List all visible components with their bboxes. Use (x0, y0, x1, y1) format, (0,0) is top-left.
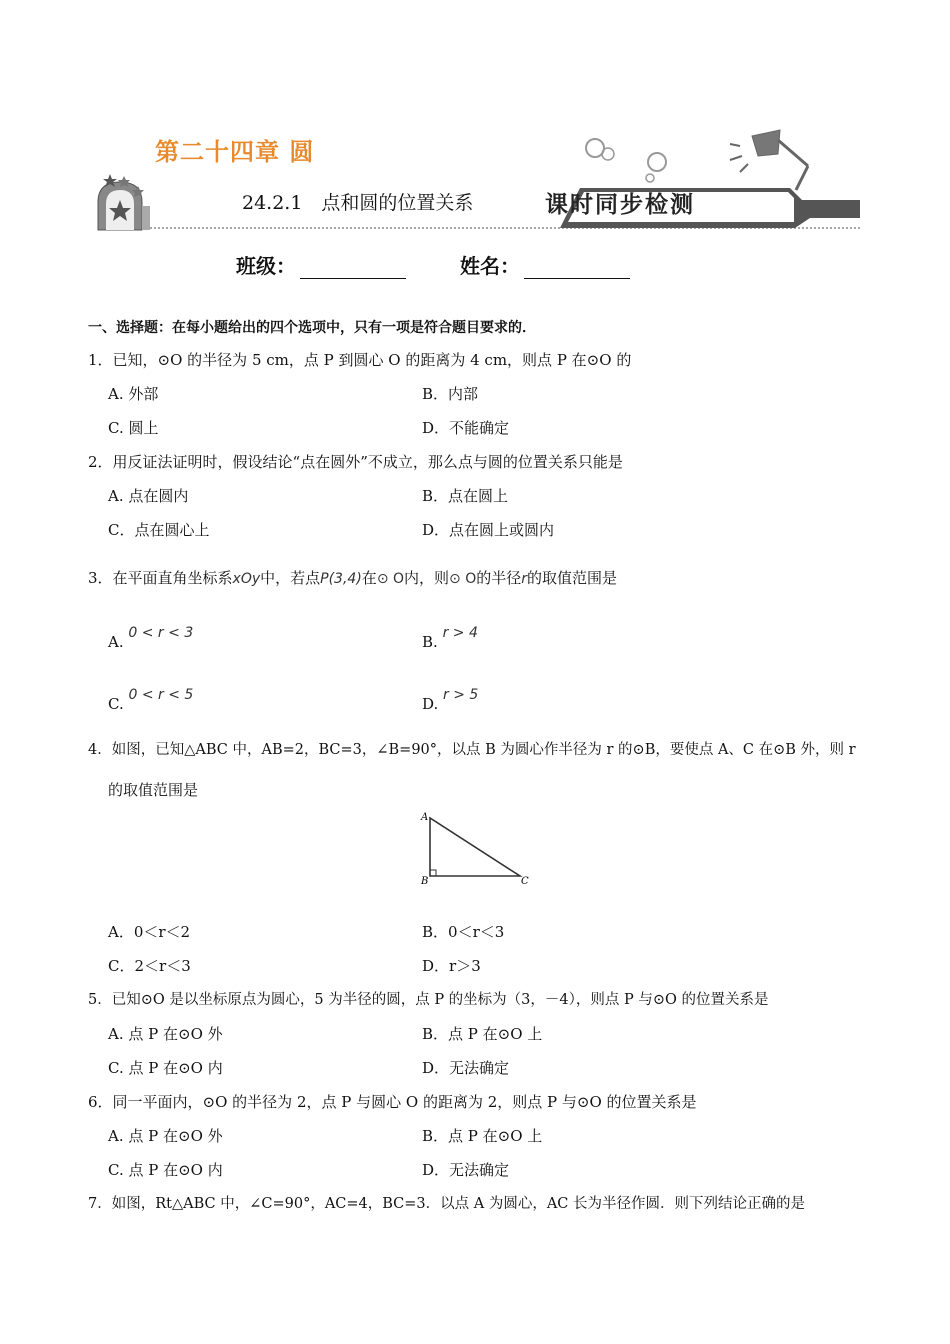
star-badge-icon (98, 174, 150, 230)
label-a: A (421, 812, 429, 823)
q5-option-b: B．点 P 在⊙O 上 (422, 1025, 543, 1043)
q4-option-a: A．0＜r＜2 (108, 923, 191, 941)
q3-option-a: A. 0 < r < 3 (108, 625, 194, 651)
label-c: C (521, 876, 529, 887)
name-blank (524, 258, 630, 279)
q4-option-d: D．r＞3 (422, 957, 481, 975)
q1-option-c: C. 圆上 (108, 419, 159, 437)
q5-option-a: A. 点 P 在⊙O 外 (108, 1025, 223, 1043)
q6-stem: 6．同一平面内，⊙O 的半径为 2，点 P 与圆心 O 的距离为 2，则点 P 与⊙O 的位置关系是 (88, 1093, 697, 1111)
q6-option-c: C. 点 P 在⊙O 内 (108, 1161, 223, 1179)
q3-option-b-math: r > 4 (442, 625, 478, 641)
q1-option-d: D．不能确定 (422, 419, 510, 437)
q2-option-b: B．点在圆上 (422, 487, 509, 505)
q7-stem: 7．如图，Rt△ABC 中，∠C=90°，AC=4，BC=3．以点 A 为圆心，AC 长为半径作圆．则下列结论正确的是 (88, 1196, 806, 1212)
section-title: 24.2.1 点和圆的位置关系 (242, 192, 474, 214)
q3-option-c: C. 0 < r < 5 (108, 687, 194, 713)
q2-option-d: D．点在圆上或圆内 (422, 521, 555, 539)
q2-option-a: A. 点在圆内 (108, 487, 189, 505)
name-label: 姓名： (460, 254, 520, 278)
student-fields (236, 250, 630, 279)
q4-option-b: B．0＜r＜3 (422, 923, 505, 941)
q5-option-c: C. 点 P 在⊙O 内 (108, 1059, 223, 1077)
q4-stem-line2: 的取值范围是 (108, 781, 199, 799)
q6-option-a: A. 点 P 在⊙O 外 (108, 1127, 223, 1145)
lamp-icon (730, 130, 808, 190)
triangle-figure (418, 808, 536, 890)
q5-option-d: D．无法确定 (422, 1059, 510, 1077)
q4-option-c: C．2＜r＜3 (108, 957, 191, 975)
q3-stem: 3．在平面直角坐标系xOy中，若点P(3,4)在⊙ O内，则⊙ O的半径r的取值范围是 (88, 569, 618, 587)
q3-option-d: D. r > 5 (422, 687, 479, 713)
q4-stem-line1: 4．如图，已知△ABC 中，AB=2，BC=3，∠B=90°，以点 B 为圆心作半径为 r 的⊙B，要使点 A、C 在⊙B 外，则 r (88, 742, 856, 758)
q6-option-d: D．无法确定 (422, 1161, 510, 1179)
q1-stem: 1．已知，⊙O 的半径为 5 cm，点 P 到圆心 O 的距离为 4 cm，则点 P 在⊙O 的 (88, 351, 632, 369)
label-b: B (421, 876, 429, 887)
instructions: 一、选择题：在每小题给出的四个选项中，只有一项是符合题目要求的． (88, 320, 536, 336)
chapter-title: 第二十四章 圆 (155, 138, 315, 166)
q3-option-c-math: 0 < r < 5 (128, 687, 194, 703)
q2-option-c: C．点在圆心上 (108, 521, 210, 539)
q2-stem: 2．用反证法证明时，假设结论“点在圆外”不成立，那么点与圆的位置关系只能是 (88, 453, 623, 471)
class-label: 班级： (236, 254, 296, 278)
banner-title: 课时同步检测 (545, 191, 695, 218)
q5-stem: 5．已知⊙O 是以坐标原点为圆心，5 为半径的圆，点 P 的坐标为（3，－4），则点 P 与⊙O 的位置关系是 (88, 992, 769, 1008)
q1-option-a: A. 外部 (108, 385, 159, 403)
q3-option-d-math: r > 5 (443, 687, 479, 703)
q3-option-a-math: 0 < r < 3 (128, 625, 194, 641)
class-blank (300, 258, 406, 279)
q3-option-b: B. r > 4 (422, 625, 478, 651)
q1-option-b: B．内部 (422, 385, 479, 403)
header-decoration (90, 110, 865, 240)
q6-option-b: B．点 P 在⊙O 上 (422, 1127, 543, 1145)
